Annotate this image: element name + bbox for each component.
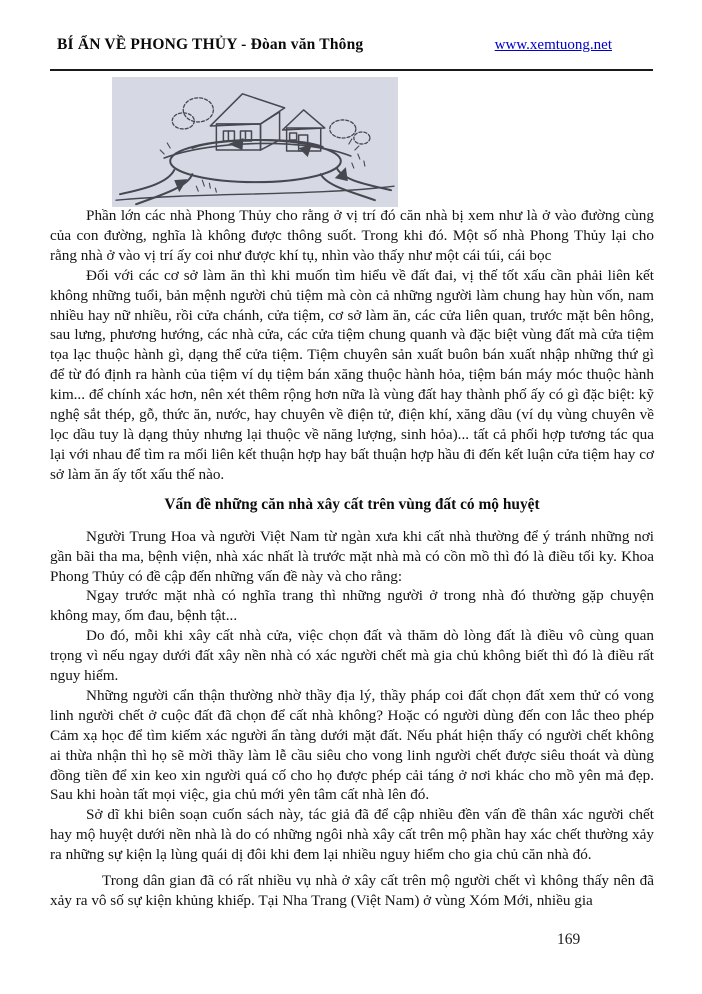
houses-winding-road-illustration — [112, 77, 398, 207]
page-number: 169 — [557, 931, 581, 948]
section-heading: Vấn đề những căn nhà xây cất trên vùng đất có mộ huyệt — [164, 495, 540, 513]
paragraph-section-2: Ngay trước mặt nhà có nghĩa trang thì những người ở trong nhà đó thường gặp chuyện không may, ốm đau, bệnh tật... — [50, 587, 654, 625]
page-header — [57, 36, 645, 54]
paragraph-intro-1: Phần lớn các nhà Phong Thủy cho rằng ở vị trí đó căn nhà bị xem như là ở vào đường cùng của con đường, nghĩa là không được thông suốt. Trong khi đó. Một số nhà Phong Thủy lại cho rằng nhà ở vào vị trí ấy coi như được khí tụ, nhìn vào thấy như một cái túi, cái bọc — [50, 207, 654, 264]
bush-sketch-left — [172, 98, 213, 129]
header-rule — [50, 69, 653, 71]
book-title: BÍ ẨN VỀ PHONG THỦY - Đòan văn Thông — [57, 36, 364, 53]
paragraph-intro-2: Đối với các cơ sở làm ăn thì khi muốn tìm hiểu về đất đai, vị thế tốt xấu cần phải liên kết không những tuổi, bản mệnh người chủ tiệm mà còn cả những người làm chung hay hùn vốn, nam nhiều hay nữ nhiều, rồi cửa chánh, cửa tiệm, cơ sở làm ăn, các cửa liên quan, trước mặt bên hông, sau lưng, phương hướng, các nhà cửa, các cửa tiệm chung quanh và đặc biệt vùng đất mà cửa tiệm tọa lạc thuộc hành gì, dạng thể cửa tiệm. Tiệm chuyên sản xuất buôn bán xuất nhập những thứ gì để từ đó định ra hành của tiệm ví dụ tiệm bán xăng thuộc hành hỏa, tiệm bán máy móc thuộc hành kim... để chính xác hơn, nên xét thêm rộng hơn nữa là vùng đất hay thành phố ấy có gì đặc biệt: kỹ nghệ sắt thép, gỗ, thức ăn, nước, hay chuyên về điện tử, điện khí, xăng dầu (ví dụ vùng chuyên về lọc dầu tuy là dạng thủy nhưng lại thuộc về năng lượng, sinh hỏa)... tất cả phối hợp tương tác qua lại với nhau để tìm ra mối liên kết thuận hợp hay bất thuận hợp hầu đi đến kết luận cửa tiệm hay cơ sở làm ăn ấy tốt xấu thế nào. — [50, 266, 654, 483]
paragraph-section-4: Những người cẩn thận thường nhờ thầy địa lý, thầy pháp coi đất chọn đất xem thử có vong linh người chết ở cuộc đất đã chọn để cất nhà không? Hoặc có người dùng đến con lắc theo phép Cảm xạ học để tìm kiếm xác người ẩn tàng dưới mặt đất. Nếu phát hiện thấy có người chết không ai thừa nhận thì họ sẽ mời thầy làm lễ cầu siêu cho vong linh người chết được siêu thoát và dùng đồng tiền để xin keo xin người quá cố cho họ được phép cải táng ở nơi khác cho mồ yên mả đẹp. Sau khi hoàn tất mọi việc, gia chủ mới yên tâm cất nhà lên đó. — [50, 686, 654, 804]
bush-sketch-right — [330, 120, 370, 144]
site-link[interactable]: www.xemtuong.net — [494, 37, 612, 53]
paragraph-section-1: Người Trung Hoa và người Việt Nam từ ngàn xưa khi cất nhà thường để ý tránh những nơi gần bãi tha ma, bệnh viện, nhà xác nhất là trước mặt nhà mà có cồn mồ thì đó là điều tối ky. Khoa Phong Thủy có đề cập đến những vấn đề này và cho rằng: — [50, 527, 654, 585]
figure-scan — [112, 77, 398, 207]
paragraph-section-6: Trong dân gian đã có rất nhiều vụ nhà ở xây cất trên mộ người chết vì không thấy nên đã xảy ra vô số sự kiện khủng khiếp. Tại Nha Trang (Việt Nam) ở vùng Xóm Mới, nhiều gia — [50, 872, 654, 909]
paragraph-section-3: Do đó, mỗi khi xây cất nhà cửa, việc chọn đất và thăm dò lòng đất là điều vô cùng quan trọng vì nếu ngay dưới đất xây nền nhà có xác người chết mà gia chủ không biết thì đó là điều rất nguy hiểm. — [50, 627, 654, 685]
paragraph-section-5: Sở dĩ khi biên soạn cuốn sách này, tác giả đã để cập nhiều đền vấn đề thân xác người chết hay mộ huyệt dưới nền nhà là do có những ngôi nhà xây cất trên mộ phần hay xác chết thường xảy ra những sự kiện lạ lùng quái dị đôi khi đem lại nhiều nguy hiểm cho gia chủ căn nhà đó. — [50, 806, 654, 864]
content-body — [50, 206, 654, 911]
